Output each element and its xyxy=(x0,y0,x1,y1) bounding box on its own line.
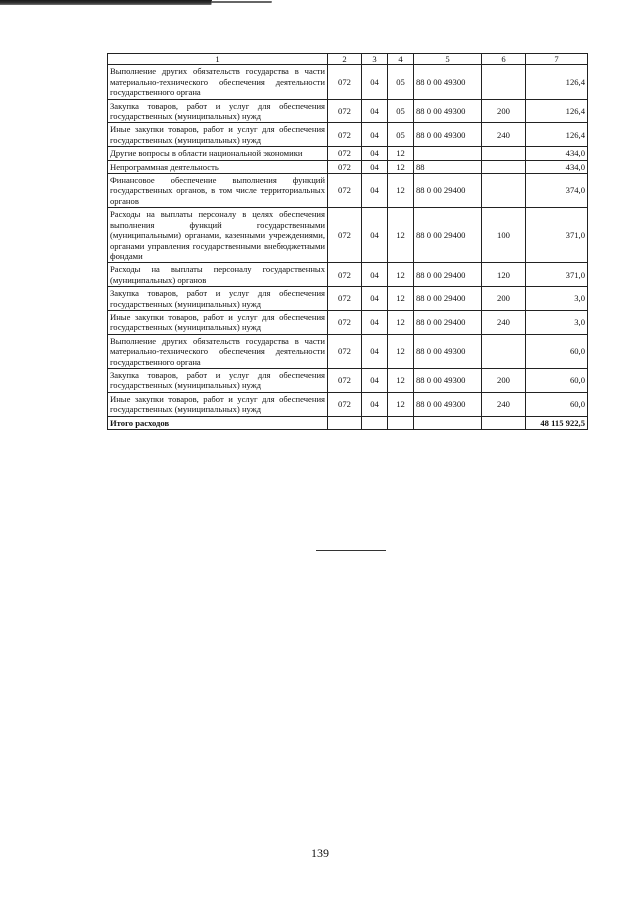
total-empty-cell xyxy=(414,416,482,429)
row-subsection-code: 12 xyxy=(388,287,414,311)
total-amount: 48 115 922,5 xyxy=(526,416,588,429)
row-amount: 126,4 xyxy=(526,99,588,123)
row-expense-type xyxy=(482,160,526,173)
row-name: Иные закупки товаров, работ и услуг для обеспечения государственных (муниципальных) нужд xyxy=(108,310,328,334)
row-name: Иные закупки товаров, работ и услуг для обеспечения государственных (муниципальных) нужд xyxy=(108,392,328,416)
row-expense-type: 240 xyxy=(482,392,526,416)
header-col-1: 1 xyxy=(108,54,328,65)
row-ministry-code: 072 xyxy=(328,310,362,334)
header-col-7: 7 xyxy=(526,54,588,65)
table-row xyxy=(108,334,588,368)
row-amount: 371,0 xyxy=(526,263,588,287)
row-ministry-code: 072 xyxy=(328,160,362,173)
expenses-table xyxy=(107,53,588,430)
row-name: Расходы на выплаты персоналу в целях обеспечения выполнения функций государственными (муниципальными) органами, казенными учреждениями, органами управления государственными внебюджетными фондами xyxy=(108,208,328,263)
table-row xyxy=(108,310,588,334)
row-ministry-code: 072 xyxy=(328,263,362,287)
row-section-code: 04 xyxy=(362,208,388,263)
total-empty-cell xyxy=(362,416,388,429)
total-empty-cell xyxy=(328,416,362,429)
row-name: Закупка товаров, работ и услуг для обеспечения государственных (муниципальных) нужд xyxy=(108,368,328,392)
header-col-3: 3 xyxy=(362,54,388,65)
table-row xyxy=(108,208,588,263)
row-subsection-code: 12 xyxy=(388,310,414,334)
row-amount: 3,0 xyxy=(526,310,588,334)
row-ministry-code: 072 xyxy=(328,392,362,416)
row-subsection-code: 05 xyxy=(388,65,414,99)
row-target-article: 88 xyxy=(414,160,482,173)
total-empty-cell xyxy=(388,416,414,429)
row-ministry-code: 072 xyxy=(328,334,362,368)
row-section-code: 04 xyxy=(362,287,388,311)
total-empty-cell xyxy=(482,416,526,429)
total-row xyxy=(108,416,588,429)
row-target-article: 88 0 00 29400 xyxy=(414,263,482,287)
row-expense-type: 240 xyxy=(482,310,526,334)
row-subsection-code: 12 xyxy=(388,334,414,368)
row-target-article: 88 0 00 29400 xyxy=(414,287,482,311)
row-amount: 374,0 xyxy=(526,174,588,208)
table-row xyxy=(108,263,588,287)
table-row xyxy=(108,65,588,99)
row-target-article: 88 0 00 49300 xyxy=(414,334,482,368)
row-subsection-code: 12 xyxy=(388,160,414,173)
row-ministry-code: 072 xyxy=(328,123,362,147)
row-ministry-code: 072 xyxy=(328,147,362,160)
row-section-code: 04 xyxy=(362,174,388,208)
row-name: Выполнение других обязательств государства в части материально-технического обеспечения деятельности государственного органа xyxy=(108,65,328,99)
row-target-article: 88 0 00 49300 xyxy=(414,65,482,99)
row-ministry-code: 072 xyxy=(328,208,362,263)
table-row xyxy=(108,99,588,123)
row-name: Финансовое обеспечение выполнения функций государственных органов, в том числе территориальных органов xyxy=(108,174,328,208)
row-section-code: 04 xyxy=(362,147,388,160)
row-amount: 60,0 xyxy=(526,392,588,416)
row-name: Другие вопросы в области национальной экономики xyxy=(108,147,328,160)
row-expense-type xyxy=(482,174,526,208)
row-ministry-code: 072 xyxy=(328,174,362,208)
header-col-5: 5 xyxy=(414,54,482,65)
table-row xyxy=(108,160,588,173)
table-header-row xyxy=(108,54,588,65)
row-section-code: 04 xyxy=(362,160,388,173)
row-amount: 60,0 xyxy=(526,334,588,368)
row-target-article: 88 0 00 29400 xyxy=(414,174,482,208)
row-ministry-code: 072 xyxy=(328,65,362,99)
row-target-article xyxy=(414,147,482,160)
row-amount: 434,0 xyxy=(526,147,588,160)
row-expense-type: 120 xyxy=(482,263,526,287)
row-section-code: 04 xyxy=(362,334,388,368)
scan-artifact-mark xyxy=(0,0,212,5)
row-name: Непрограммная деятельность xyxy=(108,160,328,173)
row-ministry-code: 072 xyxy=(328,287,362,311)
row-amount: 126,4 xyxy=(526,65,588,99)
row-expense-type: 240 xyxy=(482,123,526,147)
total-label: Итого расходов xyxy=(108,416,328,429)
end-separator-line xyxy=(316,550,386,551)
table-row xyxy=(108,147,588,160)
row-target-article: 88 0 00 49300 xyxy=(414,392,482,416)
table-row xyxy=(108,368,588,392)
row-section-code: 04 xyxy=(362,65,388,99)
page-number: 139 xyxy=(311,846,329,860)
table-row xyxy=(108,392,588,416)
row-target-article: 88 0 00 49300 xyxy=(414,368,482,392)
row-section-code: 04 xyxy=(362,392,388,416)
row-amount: 3,0 xyxy=(526,287,588,311)
row-name: Закупка товаров, работ и услуг для обеспечения государственных (муниципальных) нужд xyxy=(108,287,328,311)
row-subsection-code: 12 xyxy=(388,368,414,392)
row-subsection-code: 12 xyxy=(388,392,414,416)
table-row xyxy=(108,123,588,147)
row-expense-type: 200 xyxy=(482,287,526,311)
row-expense-type: 200 xyxy=(482,99,526,123)
table-row xyxy=(108,287,588,311)
row-section-code: 04 xyxy=(362,310,388,334)
row-target-article: 88 0 00 29400 xyxy=(414,310,482,334)
row-expense-type xyxy=(482,65,526,99)
row-amount: 126,4 xyxy=(526,123,588,147)
row-expense-type: 100 xyxy=(482,208,526,263)
row-section-code: 04 xyxy=(362,123,388,147)
row-target-article: 88 0 00 29400 xyxy=(414,208,482,263)
row-subsection-code: 12 xyxy=(388,147,414,160)
row-name: Расходы на выплаты персоналу государственных (муниципальных) органов xyxy=(108,263,328,287)
row-subsection-code: 12 xyxy=(388,208,414,263)
header-col-4: 4 xyxy=(388,54,414,65)
row-subsection-code: 05 xyxy=(388,123,414,147)
row-target-article: 88 0 00 49300 xyxy=(414,123,482,147)
row-name: Иные закупки товаров, работ и услуг для обеспечения государственных (муниципальных) нужд xyxy=(108,123,328,147)
table-row xyxy=(108,174,588,208)
header-col-2: 2 xyxy=(328,54,362,65)
row-amount: 60,0 xyxy=(526,368,588,392)
row-expense-type xyxy=(482,147,526,160)
row-amount: 371,0 xyxy=(526,208,588,263)
header-col-6: 6 xyxy=(482,54,526,65)
row-section-code: 04 xyxy=(362,368,388,392)
row-ministry-code: 072 xyxy=(328,368,362,392)
row-name: Выполнение других обязательств государства в части материально-технического обеспечения деятельности государственного органа xyxy=(108,334,328,368)
row-section-code: 04 xyxy=(362,99,388,123)
row-name: Закупка товаров, работ и услуг для обеспечения государственных (муниципальных) нужд xyxy=(108,99,328,123)
row-amount: 434,0 xyxy=(526,160,588,173)
row-target-article: 88 0 00 49300 xyxy=(414,99,482,123)
row-subsection-code: 05 xyxy=(388,99,414,123)
row-section-code: 04 xyxy=(362,263,388,287)
row-expense-type xyxy=(482,334,526,368)
row-subsection-code: 12 xyxy=(388,174,414,208)
row-ministry-code: 072 xyxy=(328,99,362,123)
row-expense-type: 200 xyxy=(482,368,526,392)
row-subsection-code: 12 xyxy=(388,263,414,287)
